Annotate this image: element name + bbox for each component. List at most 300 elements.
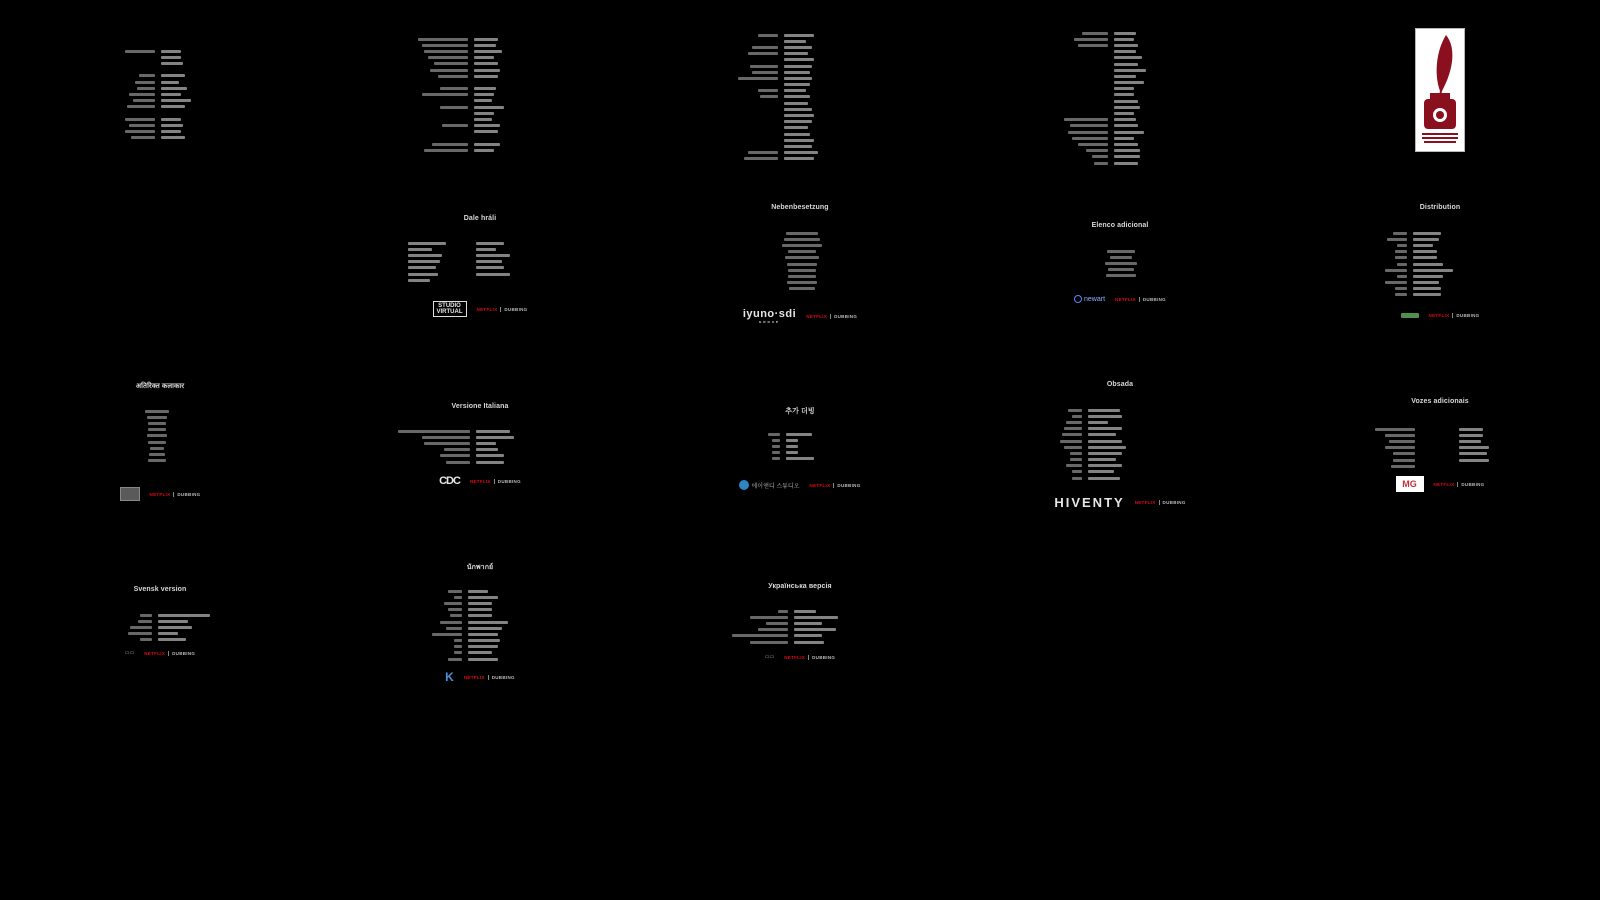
credit-text-line bbox=[1459, 428, 1483, 431]
credit-text-line bbox=[444, 602, 462, 605]
credit-text-line bbox=[474, 130, 498, 133]
credit-text-line bbox=[135, 81, 155, 84]
credit-text-line bbox=[1397, 275, 1407, 278]
credit-text-line bbox=[408, 279, 430, 282]
credit-text-line bbox=[1114, 75, 1136, 78]
credit-text-line bbox=[1413, 275, 1443, 278]
credit-text-line bbox=[784, 46, 812, 49]
credit-text-line bbox=[1413, 256, 1437, 259]
credit-text-line bbox=[408, 248, 432, 251]
section-heading: अतिरिक्त कलाकार bbox=[135, 383, 185, 390]
credits-panel-1 bbox=[0, 0, 320, 180]
hiventy-logo: HIVENTY bbox=[1054, 495, 1125, 510]
studio-logo: ▭▭ bbox=[764, 654, 775, 660]
credit-text-line bbox=[794, 616, 838, 619]
credit-list bbox=[1105, 248, 1137, 279]
mg-studio-logo: MG bbox=[1396, 476, 1424, 492]
credit-text-line bbox=[784, 151, 818, 154]
credit-text-line bbox=[772, 457, 780, 460]
credit-text-line bbox=[450, 614, 462, 617]
credit-text-line bbox=[446, 461, 470, 464]
credit-text-line bbox=[1114, 137, 1134, 140]
credit-text-line bbox=[432, 143, 468, 146]
section-heading: 추가 더빙 bbox=[785, 408, 815, 415]
credit-text-line bbox=[418, 38, 468, 41]
studio-logo: ▭▭ bbox=[124, 650, 135, 656]
credit-text-line bbox=[125, 118, 155, 121]
credit-text-line bbox=[438, 75, 468, 78]
credit-text-line bbox=[1114, 69, 1146, 72]
credit-text-line bbox=[738, 77, 778, 80]
credit-text-line bbox=[1395, 293, 1407, 296]
credit-text-line bbox=[786, 433, 812, 436]
credit-text-line bbox=[788, 269, 816, 272]
credits-panel-svensk bbox=[0, 540, 320, 720]
credit-text-line bbox=[1385, 281, 1407, 284]
credit-text-line bbox=[161, 136, 185, 139]
credit-text-line bbox=[448, 590, 462, 593]
credit-text-line bbox=[1114, 106, 1140, 109]
credit-text-line bbox=[440, 87, 468, 90]
netflix-dubbing-logo: NETFLIX DUBBING bbox=[1134, 500, 1186, 505]
credit-text-line bbox=[833, 483, 834, 488]
credits-footer bbox=[320, 475, 640, 487]
credit-text-line bbox=[147, 434, 167, 437]
credit-text-line bbox=[130, 626, 152, 629]
credit-text-line bbox=[1078, 143, 1108, 146]
credit-text-line bbox=[1459, 434, 1483, 437]
credit-column bbox=[786, 431, 814, 462]
credit-text-line bbox=[448, 608, 462, 611]
credit-text-line bbox=[424, 149, 468, 152]
credit-text-line bbox=[794, 634, 822, 637]
credits-footer bbox=[960, 495, 1280, 510]
credits-footer bbox=[0, 487, 320, 501]
credit-text-line bbox=[474, 124, 500, 127]
credit-list bbox=[128, 612, 210, 643]
credit-text-line bbox=[454, 596, 462, 599]
credit-text-line bbox=[1413, 238, 1439, 241]
credit-text-line bbox=[161, 74, 185, 77]
credit-column bbox=[1385, 230, 1407, 298]
credit-text-line bbox=[784, 126, 808, 129]
credit-text-line bbox=[1086, 149, 1108, 152]
credit-text-line bbox=[1114, 38, 1134, 41]
credit-column bbox=[468, 588, 508, 662]
credit-text-line bbox=[1107, 250, 1135, 253]
credit-text-line bbox=[1375, 428, 1415, 431]
credit-text-line bbox=[474, 118, 492, 121]
credit-text-line bbox=[1074, 38, 1108, 41]
credit-text-line bbox=[430, 69, 468, 72]
credit-text-line bbox=[131, 136, 155, 139]
credit-list bbox=[408, 240, 510, 283]
credit-text-line bbox=[1062, 433, 1082, 436]
credit-text-line bbox=[1110, 256, 1132, 259]
credit-text-line bbox=[148, 428, 166, 431]
credit-text-line bbox=[1082, 32, 1108, 35]
credit-column bbox=[1375, 426, 1415, 469]
credit-text-line bbox=[784, 120, 812, 123]
credits-footer bbox=[1280, 476, 1600, 492]
credit-text-line bbox=[750, 65, 778, 68]
credit-text-line bbox=[468, 627, 502, 630]
credit-text-line bbox=[794, 622, 822, 625]
credit-text-line bbox=[1088, 427, 1122, 430]
credit-text-line bbox=[1092, 155, 1108, 158]
credit-text-line bbox=[784, 65, 812, 68]
credit-column bbox=[794, 608, 838, 645]
credit-text-line bbox=[784, 58, 814, 61]
credits-panel-hindi bbox=[0, 360, 320, 540]
credit-text-line bbox=[760, 95, 778, 98]
credit-column bbox=[418, 36, 468, 154]
credit-text-line bbox=[1395, 250, 1407, 253]
credit-text-line bbox=[1088, 452, 1122, 455]
credits-panel-korean bbox=[640, 360, 960, 540]
credit-text-line bbox=[1072, 470, 1082, 473]
credit-text-line bbox=[408, 273, 438, 276]
credit-text-line bbox=[748, 151, 778, 154]
credit-text-line bbox=[128, 632, 152, 635]
credit-text-line bbox=[1459, 452, 1487, 455]
credit-text-line bbox=[140, 614, 152, 617]
credits-footer bbox=[320, 301, 640, 317]
section-heading: Nebenbesetzung bbox=[771, 204, 829, 211]
credit-text-line bbox=[1391, 465, 1415, 468]
credit-text-line bbox=[158, 632, 178, 635]
credit-text-line bbox=[432, 633, 462, 636]
credit-text-line bbox=[500, 307, 501, 312]
credit-text-line bbox=[150, 447, 164, 450]
netflix-dubbing-logo: NETFLIX DUBBING bbox=[463, 674, 515, 680]
credit-column bbox=[1064, 30, 1108, 166]
credit-text-line bbox=[1114, 118, 1136, 121]
credit-column bbox=[158, 612, 210, 643]
section-heading: Versione Italiana bbox=[451, 403, 509, 410]
netflix-dubbing-logo: NETFLIX DUBBING bbox=[784, 654, 836, 660]
netflix-dubbing-logo: NETFLIX DUBBING bbox=[806, 313, 858, 319]
credit-text-line bbox=[476, 266, 504, 269]
credit-text-line bbox=[1395, 287, 1407, 290]
credit-text-line bbox=[424, 442, 470, 445]
netflix-dubbing-logo: NETFLIX DUBBING bbox=[476, 306, 528, 312]
credit-text-line bbox=[446, 627, 462, 630]
credit-text-line bbox=[766, 622, 788, 625]
credit-text-line bbox=[758, 89, 778, 92]
credit-text-line bbox=[1397, 263, 1407, 266]
credit-text-line bbox=[139, 74, 155, 77]
credit-text-line bbox=[422, 93, 468, 96]
credit-text-line bbox=[1389, 440, 1415, 443]
credit-text-line bbox=[474, 62, 498, 65]
credit-text-line bbox=[1114, 63, 1138, 66]
credit-text-line bbox=[1459, 440, 1481, 443]
credit-text-line bbox=[788, 250, 816, 253]
credit-text-line bbox=[1457, 482, 1458, 487]
credit-text-line bbox=[784, 71, 810, 74]
credit-text-line bbox=[129, 124, 155, 127]
credit-text-line bbox=[148, 422, 166, 425]
credit-text-line bbox=[758, 34, 778, 37]
netflix-dubbing-logo: NETFLIX DUBBING bbox=[1428, 313, 1480, 318]
credit-text-line bbox=[1088, 458, 1116, 461]
credit-list bbox=[768, 431, 814, 462]
credit-text-line bbox=[758, 628, 788, 631]
credit-text-line bbox=[1393, 459, 1415, 462]
credit-text-line bbox=[161, 99, 191, 102]
credit-text-line bbox=[158, 638, 186, 641]
credits-footer bbox=[960, 295, 1280, 303]
studio-logo bbox=[1401, 313, 1419, 318]
credit-text-line bbox=[161, 50, 181, 53]
credit-text-line bbox=[772, 445, 780, 448]
credit-text-line bbox=[1393, 232, 1407, 235]
credit-column bbox=[145, 408, 169, 464]
credit-text-line bbox=[468, 658, 498, 661]
credit-column bbox=[161, 48, 191, 141]
credit-text-line bbox=[1070, 458, 1082, 461]
credit-text-line bbox=[1114, 100, 1138, 103]
credit-text-line bbox=[1452, 313, 1453, 318]
credit-text-line bbox=[147, 416, 167, 419]
credit-text-line bbox=[1088, 409, 1120, 412]
credit-text-line bbox=[158, 620, 188, 623]
section-heading: Dale hráli bbox=[463, 215, 497, 222]
credit-text-line bbox=[782, 244, 822, 247]
credit-column bbox=[128, 612, 152, 643]
section-heading: Svensk version bbox=[133, 586, 187, 593]
credits-footer bbox=[640, 654, 960, 660]
section-heading: นักพากย์ bbox=[466, 564, 494, 571]
credits-panel-4 bbox=[960, 0, 1280, 180]
credits-panel-thai bbox=[320, 540, 640, 720]
credit-text-line bbox=[778, 610, 788, 613]
credit-text-line bbox=[784, 83, 810, 86]
credit-text-line bbox=[440, 621, 462, 624]
credit-text-line bbox=[787, 263, 817, 266]
credit-text-line bbox=[474, 69, 500, 72]
credit-text-line bbox=[444, 448, 470, 451]
credit-text-line bbox=[1413, 244, 1433, 247]
credit-text-line bbox=[474, 143, 500, 146]
credits-panel-distribution bbox=[1280, 180, 1600, 360]
credit-text-line bbox=[424, 50, 468, 53]
credit-text-line bbox=[1064, 427, 1082, 430]
credit-text-line bbox=[1088, 446, 1126, 449]
credit-text-line bbox=[476, 242, 504, 245]
credit-text-line bbox=[434, 62, 468, 65]
credit-text-line bbox=[1114, 131, 1144, 134]
credit-text-line bbox=[744, 157, 778, 160]
credit-text-line bbox=[468, 614, 492, 617]
credit-text-line bbox=[1114, 143, 1138, 146]
credit-text-line bbox=[1066, 421, 1082, 424]
credit-text-line bbox=[830, 314, 831, 319]
credit-text-line bbox=[161, 105, 185, 108]
credit-text-line bbox=[1393, 452, 1415, 455]
credit-text-line bbox=[1114, 93, 1134, 96]
credit-text-line bbox=[476, 461, 504, 464]
credit-text-line bbox=[474, 50, 502, 53]
credits-footer bbox=[320, 670, 640, 684]
credit-text-line bbox=[1385, 434, 1415, 437]
credit-text-line bbox=[1114, 87, 1134, 90]
credit-text-line bbox=[474, 56, 494, 59]
credit-text-line bbox=[786, 457, 814, 460]
credit-text-line bbox=[168, 651, 169, 656]
credits-panel-vozes bbox=[1280, 360, 1600, 540]
netflix-dubbing-logo: NETFLIX DUBBING bbox=[149, 491, 201, 497]
credit-text-line bbox=[1139, 297, 1140, 302]
credit-text-line bbox=[1068, 131, 1108, 134]
credit-text-line bbox=[772, 439, 780, 442]
credit-text-line bbox=[1114, 149, 1140, 152]
credit-text-line bbox=[476, 254, 510, 257]
credit-text-line bbox=[398, 430, 470, 433]
credit-text-line bbox=[784, 102, 808, 105]
credit-column bbox=[1413, 230, 1453, 298]
credit-text-line bbox=[784, 145, 812, 148]
credit-text-line bbox=[476, 273, 510, 276]
credit-text-line bbox=[794, 610, 816, 613]
korean-studio-logo: 에이앤디 스튜디오 bbox=[739, 480, 799, 490]
credit-column bbox=[1088, 407, 1126, 481]
credit-text-line bbox=[1413, 250, 1437, 253]
credit-text-line bbox=[161, 81, 179, 84]
credit-text-line bbox=[784, 40, 806, 43]
credit-text-line bbox=[784, 108, 812, 111]
credit-text-line bbox=[785, 256, 819, 259]
credit-text-line bbox=[148, 459, 166, 462]
credit-text-line bbox=[448, 658, 462, 661]
credit-text-line bbox=[474, 75, 498, 78]
credit-text-line bbox=[1413, 232, 1441, 235]
section-heading: Vozes adicionais bbox=[1411, 398, 1469, 405]
credit-text-line bbox=[468, 602, 492, 605]
credit-text-line bbox=[786, 445, 798, 448]
credit-text-line bbox=[1114, 162, 1138, 165]
credits-panel-dale bbox=[320, 180, 640, 360]
credit-text-line bbox=[161, 118, 181, 121]
credit-text-line bbox=[1108, 268, 1134, 271]
credits-footer bbox=[1280, 313, 1600, 318]
credit-text-line bbox=[1114, 155, 1140, 158]
credit-text-line bbox=[1066, 464, 1082, 467]
credits-panel-3 bbox=[640, 0, 960, 180]
credit-text-line bbox=[784, 238, 820, 241]
credit-text-line bbox=[468, 639, 500, 642]
netflix-dubbing-logo: NETFLIX DUBBING bbox=[1433, 481, 1485, 487]
credit-column bbox=[782, 230, 822, 292]
credits-footer bbox=[640, 308, 960, 324]
credit-text-line bbox=[1395, 256, 1407, 259]
credit-text-line bbox=[428, 56, 468, 59]
credit-text-line bbox=[750, 641, 788, 644]
credit-text-line bbox=[732, 634, 788, 637]
credits-panel-elenco bbox=[960, 180, 1280, 360]
credit-column bbox=[474, 36, 504, 154]
credit-text-line bbox=[1385, 269, 1407, 272]
netflix-dubbing-logo: NETFLIX DUBBING bbox=[469, 478, 521, 484]
credit-text-line bbox=[786, 451, 798, 454]
credit-text-line bbox=[794, 628, 836, 631]
credit-text-line bbox=[125, 50, 155, 53]
credit-column bbox=[732, 608, 788, 645]
credit-text-line bbox=[408, 242, 446, 245]
credit-text-line bbox=[1088, 421, 1108, 424]
credit-text-line bbox=[476, 436, 514, 439]
credit-text-line bbox=[454, 651, 462, 654]
credit-column bbox=[1105, 248, 1137, 279]
credit-text-line bbox=[784, 89, 806, 92]
credit-text-line bbox=[1387, 238, 1407, 241]
credit-text-line bbox=[468, 645, 498, 648]
credit-text-line bbox=[784, 34, 814, 37]
credit-text-line bbox=[1078, 44, 1108, 47]
credit-text-line bbox=[794, 641, 824, 644]
netflix-dubbing-logo: NETFLIX DUBBING bbox=[809, 482, 861, 488]
credit-text-line bbox=[1064, 446, 1082, 449]
credit-text-line bbox=[1088, 415, 1122, 418]
credit-text-line bbox=[474, 112, 494, 115]
newart-logo: newart bbox=[1074, 295, 1105, 303]
credit-text-line bbox=[1413, 287, 1441, 290]
credit-text-line bbox=[468, 590, 488, 593]
credits-panel-ukr bbox=[640, 540, 960, 720]
credit-text-line bbox=[454, 645, 462, 648]
credit-text-line bbox=[748, 52, 778, 55]
credit-text-line bbox=[1397, 244, 1407, 247]
credit-text-line bbox=[1060, 440, 1082, 443]
credit-text-line bbox=[1088, 433, 1116, 436]
credit-text-line bbox=[1088, 440, 1122, 443]
credit-text-line bbox=[494, 479, 495, 484]
credit-text-line bbox=[1459, 459, 1489, 462]
credit-text-line bbox=[454, 639, 462, 642]
credit-column bbox=[1060, 407, 1082, 481]
credit-text-line bbox=[148, 441, 166, 444]
credit-list bbox=[418, 36, 504, 154]
netflix-dubbing-logo: NETFLIX DUBBING bbox=[144, 650, 196, 656]
credit-text-line bbox=[784, 157, 814, 160]
credit-text-line bbox=[1413, 269, 1453, 272]
studio-virtual-logo: STUDIO VIRTUAL bbox=[433, 301, 467, 317]
credits-footer bbox=[640, 480, 960, 490]
section-heading: Obsada bbox=[1106, 381, 1134, 388]
credit-list bbox=[432, 588, 508, 662]
section-heading: Elenco adicional bbox=[1091, 222, 1149, 229]
credit-text-line bbox=[476, 260, 502, 263]
credit-text-line bbox=[1459, 446, 1489, 449]
credit-text-line bbox=[1413, 263, 1443, 266]
credit-text-line bbox=[1072, 415, 1082, 418]
credit-text-line bbox=[784, 133, 810, 136]
credit-text-line bbox=[468, 651, 492, 654]
credit-text-line bbox=[786, 232, 818, 235]
credit-text-line bbox=[468, 608, 492, 611]
credit-column bbox=[768, 431, 780, 462]
credit-text-line bbox=[784, 95, 810, 98]
iyuno-sdi-logo: iyuno·sdi GROUP bbox=[742, 308, 797, 324]
credit-column bbox=[476, 240, 510, 283]
credit-text-line bbox=[125, 130, 155, 133]
credit-list bbox=[1385, 230, 1453, 298]
credit-text-line bbox=[408, 254, 442, 257]
credit-text-line bbox=[474, 38, 498, 41]
credit-text-line bbox=[440, 454, 470, 457]
credit-text-line bbox=[468, 621, 508, 624]
